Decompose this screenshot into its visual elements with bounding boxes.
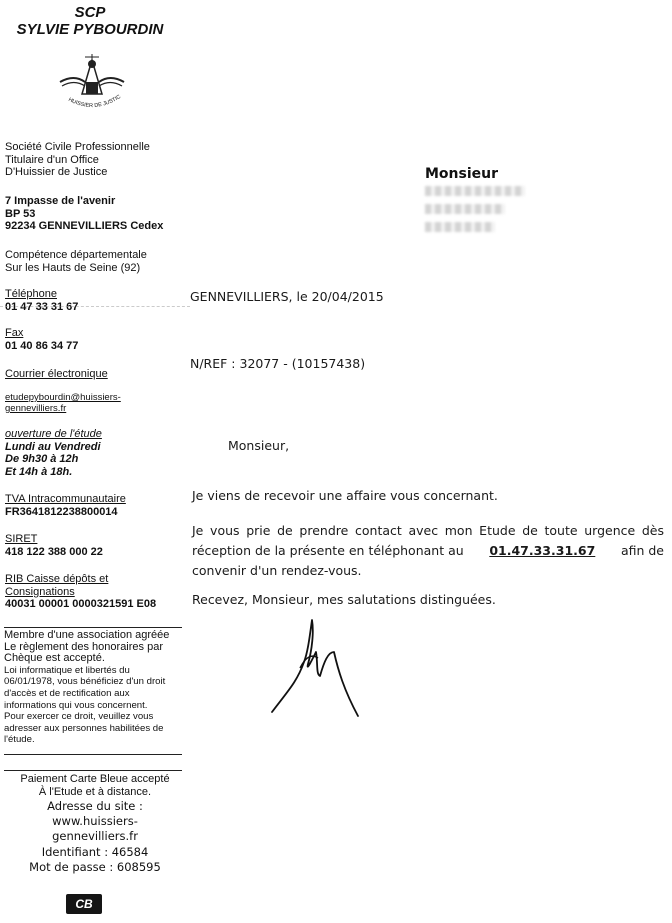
tva-block <box>5 493 185 518</box>
privacy-line: Loi informatique et libertés du <box>4 664 130 676</box>
paragraph-2-line: réception de la présente en téléphonant au <box>192 543 464 558</box>
firm-name-line2: SYLVIE PYBOURDIN <box>16 21 164 38</box>
paragraph-2-line: Je vous prie de prendre contact avec mon Etude de toute urgence dès <box>192 523 664 538</box>
site-label: Adresse du site : <box>47 799 143 813</box>
reference: N/REF : 32077 - (10157438) <box>190 356 366 371</box>
address-line: BP 53 <box>5 207 36 220</box>
salutation: Monsieur, <box>228 438 290 453</box>
paragraph-2-after-phone: afin de <box>620 543 664 558</box>
logo-text: HUISSIER DE JUSTIC <box>67 93 123 110</box>
rib-label: RIB Caisse dépôts et <box>5 573 109 585</box>
society-line: Société Civile Professionnelle <box>5 141 150 153</box>
phone-block <box>5 288 185 313</box>
email-label: Courrier électronique <box>5 368 108 380</box>
privacy-line: 06/01/1978, vous bénéficiez d'un droit <box>4 676 166 688</box>
website-block <box>0 799 190 875</box>
huissier-logo <box>52 52 132 118</box>
hours-label: ouverture de l'étude <box>5 428 102 440</box>
hours-line: De 9h30 à 12h <box>5 453 79 465</box>
fax-label: Fax <box>5 327 24 339</box>
recipient-title: Monsieur <box>425 166 499 182</box>
email-value <box>5 392 185 414</box>
paragraph-2 <box>192 521 664 581</box>
hours-block <box>5 428 185 478</box>
fax-block <box>5 327 185 352</box>
site-url-line[interactable]: www.huissiers- <box>52 814 138 829</box>
cb-card-logo <box>66 894 102 914</box>
email-line: gennevilliers.fr <box>5 403 67 414</box>
phone-label: Téléphone <box>5 288 57 300</box>
privacy-line: d'accès et de rectification aux <box>4 687 130 699</box>
tva-value: FR3641812238800014 <box>5 505 118 518</box>
privacy-line: informations qui vous concernent. <box>4 699 148 711</box>
paragraph-2-line: convenir d'un rendez-vous. <box>192 563 362 578</box>
payment-line: Paiement Carte Bleue accepté <box>20 773 170 785</box>
siret-block <box>5 533 185 558</box>
privacy-line: Pour exercer ce droit, veuillez vous <box>4 711 154 723</box>
rib-value: 40031 00001 0000321591 E08 <box>5 598 157 610</box>
site-url-line[interactable]: gennevilliers.fr <box>52 829 138 844</box>
hours-line: Et 14h à 18h. <box>5 465 73 478</box>
competence-line: Compétence départementale <box>5 249 147 261</box>
payment-block <box>0 773 190 798</box>
payment-line: À l'Etude et à distance. <box>38 785 152 798</box>
signature <box>262 612 372 722</box>
redacted-recipient-line <box>425 222 495 232</box>
firm-name-line1: SCP <box>74 4 106 21</box>
fold-mark <box>0 306 190 307</box>
association-box <box>4 627 182 755</box>
siret-label: SIRET <box>5 533 38 545</box>
study-phone-number: 01.47.33.31.67 <box>489 543 596 558</box>
cb-card-logo-text: CB <box>75 897 93 911</box>
address-line: 92234 GENNEVILLIERS Cedex <box>5 220 164 232</box>
society-line: Titulaire d'un Office <box>5 153 99 166</box>
email-line: etudepybourdin@huissiers- <box>5 392 121 403</box>
competence-line: Sur les Hauts de Seine (92) <box>5 261 141 274</box>
place-date: GENNEVILLIERS, le 20/04/2015 <box>190 289 384 304</box>
site-identifier: Identifiant : 46584 <box>41 844 149 859</box>
privacy-line: adresser aux personnes habilitées de <box>4 722 164 734</box>
association-line: Le règlement des honoraires par <box>4 640 163 653</box>
paragraph-1: Je viens de recevoir une affaire vous concernant. <box>192 488 498 503</box>
rib-label: Consignations <box>5 585 75 598</box>
payment-divider <box>4 770 182 771</box>
competence-block <box>5 249 185 274</box>
association-line: Membre d'une association agréée <box>4 629 170 641</box>
phone-value: 01 47 33 31 67 <box>5 300 79 313</box>
association-line: Chèque est accepté. <box>4 652 105 665</box>
hours-line: Lundi au Vendredi <box>5 440 101 453</box>
redacted-recipient-line <box>425 186 525 196</box>
site-password: Mot de passe : 608595 <box>29 859 161 874</box>
tva-label: TVA Intracommunautaire <box>5 493 126 505</box>
address-line: 7 Impasse de l'avenir <box>5 195 116 207</box>
rib-block <box>5 573 185 611</box>
closing: Recevez, Monsieur, mes salutations distinguées. <box>192 592 496 607</box>
privacy-line: l'étude. <box>4 734 35 746</box>
address-block <box>5 195 185 233</box>
society-block <box>5 141 185 179</box>
redacted-recipient-line <box>425 204 505 214</box>
paragraph-2-line-phone <box>192 541 664 561</box>
society-line: D'Huissier de Justice <box>5 166 108 178</box>
fax-value: 01 40 86 34 77 <box>5 339 79 352</box>
siret-value: 418 122 388 000 22 <box>5 545 103 558</box>
